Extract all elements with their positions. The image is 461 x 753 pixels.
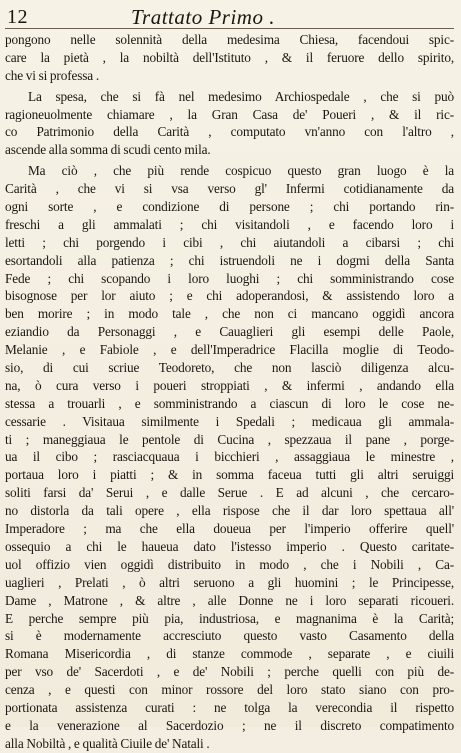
text-line: ascende alla somma di scudi cento mila.: [5, 142, 211, 158]
text-line: letti ; chi porgendo i cibi , chi aiutandoli a cibarsi ; chi: [5, 234, 454, 250]
text-line: e la venerazione al Sacerdozio ; ne il discreto compatimento: [5, 717, 454, 733]
text-line: Dame , Matrone , & altre , alle Donne ne i loro separati ricoueri.: [5, 592, 454, 608]
text-line: Fede ; chi scopando i loro luoghi ; chi somministrando cose: [5, 270, 454, 286]
text-line: uol offizio vien oggidì distribuito in modo , che i Nobili , Ca-: [5, 556, 454, 572]
text-line: sio, di cui scriue Teodoreto, che non lasciò diligenza alcu-: [5, 360, 454, 376]
paragraph: [5, 31, 454, 85]
text-line: esortandoli alla patienza ; chi istruendoli ne i dogmi della Santa: [5, 252, 454, 268]
text-line: portaua loro i piatti ; & in somma faceua tutti gli altri seruiggi: [5, 467, 454, 483]
text-line: E perche sempre più pia, industriosa, e magnanima è la Carità;: [5, 610, 454, 626]
text-line: soliti farsi da' Serui , e dalle Serue . E ad alcuni , che cercaro-: [5, 485, 454, 501]
text-line: che vi si professa .: [5, 67, 99, 83]
text-line: Imperadore ; ma che ella doueua per l'imperio offerire quell': [5, 521, 454, 537]
text-line: Romana Misericordia , di stanze commode , separate , e ciuili: [5, 646, 454, 662]
text-line: pongono nelle solennità della medesima Chiesa, facendoui spic-: [5, 32, 454, 47]
text-line: ogni sorte , e condizione di persone ; chi portando rin-: [5, 199, 454, 215]
text-line: Carità , che vi si vsa verso gl' Infermi cotidianamente da: [5, 181, 454, 197]
text-line: uaglieri , Prelati , ò altri seruono a gli huomini ; le Principesse,: [5, 574, 454, 590]
text-line: eziandio da Personaggi , e Cauaglieri gli esempi delle Paole,: [5, 324, 454, 340]
text-line: co Patrimonio della Carità , computato vn'anno con l'altro ,: [5, 124, 454, 140]
text-line: no distorla da tali opere , ella rispose che il dar loro spettaua all': [5, 503, 454, 519]
text-line: freschi a gli ammalati ; chi visitandoli , e facendo loro i: [5, 216, 454, 232]
text-line: ben morire ; in modo tale , che non ci mancano oggidì ancora: [5, 306, 454, 322]
page-header: [5, 6, 454, 29]
text-line: ossequio a chi le haueua dato l'istesso imperio . Questo caritate-: [5, 538, 454, 554]
text-line: cessarie . Visitaua similmente i Spedali ; medicaua gli ammala-: [5, 413, 454, 429]
paragraph: [5, 162, 454, 752]
text-line: care la pietà , la nobiltà dell'Istituto , & il feruore dello spirito,: [5, 49, 454, 65]
page-number: 12: [7, 6, 28, 28]
text-line: La spesa, che si fà nel medesimo Archiospedale , che si può: [28, 88, 454, 104]
text-line: ti ; maneggiaua le pentole di Cucina , spezzaua il pane , porge-: [5, 431, 454, 447]
text-line: alla Nobiltà , e qualità Ciuile de' Natali .: [5, 735, 210, 751]
text-line: ragioneuolmente chiamare , la Gran Casa de' Poueri , & il ric-: [5, 106, 454, 122]
text-line: per vso de' Sacerdoti , e de' Nobili ; perche quelli con più de-: [5, 664, 454, 680]
text-line: ua il cibo ; rasciacquaua i bicchieri , assaggiaua le minestre ,: [5, 449, 454, 465]
body-text: [5, 31, 454, 753]
text-line: Melanie , e Fabiole , e dell'Imperadrice Flacilla moglie di Teodo-: [5, 342, 454, 358]
text-line: portionata assistenza curati : ne tolga la verecondia il rispetto: [5, 699, 454, 715]
text-line: cenza , e questi con minor rossore del loro stato siano con pro-: [5, 682, 454, 698]
text-line: bisognose per lor aiuto ; e chi adoperandosi, & assistendo loro a: [5, 288, 454, 304]
text-line: si è modernamente accresciuto questo vasto Casamento della: [5, 628, 454, 644]
text-line: na, ò cura verso i poueri stroppiati , & infermi , andando ella: [5, 377, 454, 393]
running-title: Trattato Primo .: [131, 5, 275, 29]
text-line: Ma ciò , che più rende cospicuo questo gran luogo è la: [28, 163, 454, 179]
paragraph: [5, 88, 454, 160]
text-line: stessa a trouarli , e somministrando a ciascun di loro le cose ne-: [5, 395, 454, 411]
